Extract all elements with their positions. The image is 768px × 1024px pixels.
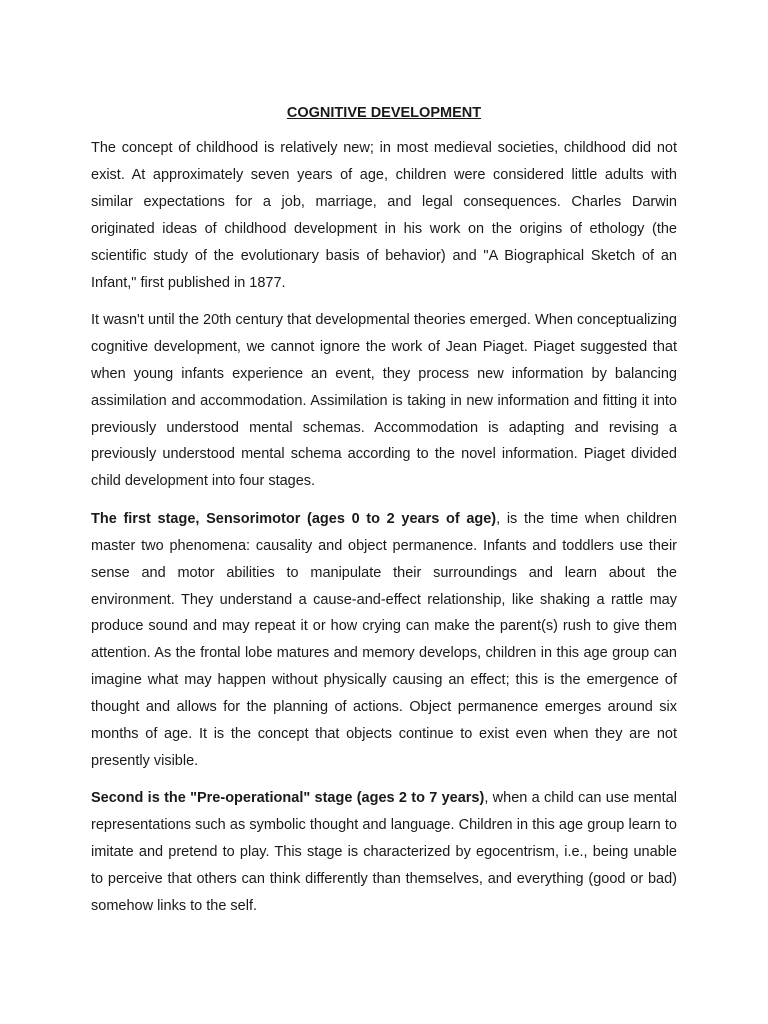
document-page [91, 104, 677, 930]
paragraph-text: , is the time when children master two phenomena: causality and object permanence. Infants and toddlers use their sense and motor abilities to manipulate their surroundings and learn about the environment. They understand a cause-and-effect relationship, like shaking a rattle may produce sound and may repeat it or how crying can make the parent(s) rush to give them attention. As the frontal lobe matures and memory develops, children in this age group can imagine what may happen without physically causing an effect; this is the emergence of thought and allows for the planning of actions. Object permanence emerges around six months of age. It is the concept that objects continue to exist even when they are not presently visible. [91, 510, 677, 769]
paragraph-childhood-history [91, 135, 677, 296]
paragraph-preoperational-stage [91, 785, 677, 920]
paragraph-lead-bold: The first stage, Sensorimotor (ages 0 to 2 years of age) [91, 510, 497, 527]
paragraph-piaget-intro [91, 307, 677, 495]
paragraph-text: It wasn't until the 20th century that developmental theories emerged. When conceptualizing cognitive development, we cannot ignore the work of Jean Piaget. Piaget suggested that when young infants experience an event, they process new information by balancing assimilation and accommodation. Assimilation is taking in new information and fitting it into previously understood mental schemas. Accommodation is adapting and revising a previously understood mental schema according to the novel information. Piaget divided child development into four stages. [91, 311, 677, 490]
paragraph-text: The concept of childhood is relatively new; in most medieval societies, childhood did not exist. At approximately seven years of age, children were considered little adults with similar expectations for a job, marriage, and legal consequences. Charles Darwin originated ideas of childhood development in his work on the origins of ethology (the scientific study of the evolutionary basis of behavior) and "A Biographical Sketch of an Infant," first published in 1877. [91, 140, 677, 291]
paragraph-text: , when a child can use mental representations such as symbolic thought and language. Children in this age group learn to imitate and pretend to play. This stage is characterized by egocentrism, i.e., being unable to perceive that others can think differently than themselves, and everything (good or bad) somehow links to the self. [91, 790, 677, 914]
paragraph-lead-bold: Second is the "Pre-operational" stage (ages 2 to 7 years) [91, 790, 485, 807]
document-title: COGNITIVE DEVELOPMENT [286, 105, 482, 121]
paragraph-sensorimotor-stage [91, 506, 677, 775]
